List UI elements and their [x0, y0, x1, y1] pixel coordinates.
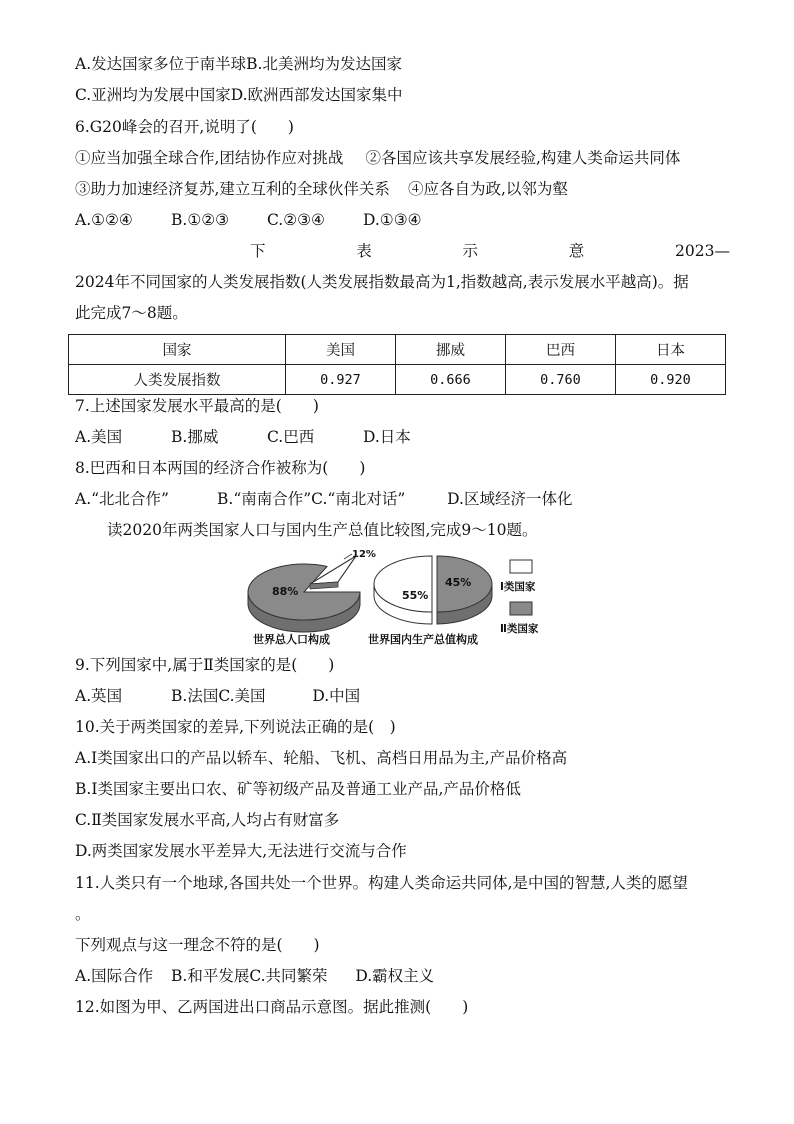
hdi-country-1: 美国 — [286, 335, 396, 365]
hdi-header-label: 国家 — [69, 335, 286, 365]
q7-options — [75, 427, 411, 447]
q10-option-b: B.Ⅰ类国家主要出口农、矿等初级产品及普通工业产品,产品价格低 — [75, 780, 521, 798]
q9-stem: 9.下列国家中,属于Ⅱ类国家的是( ) — [75, 656, 335, 674]
q11-option-c: C.共同繁荣 — [249, 967, 328, 985]
intro-char-4: 意 — [568, 242, 585, 260]
q6-option-b: B.①②③ — [171, 211, 230, 229]
hdi-value-4: 0.920 — [616, 365, 726, 395]
q8-option-a: A.“北北合作” — [75, 490, 169, 508]
q6-statement-4: ④应各自为政,以邻为壑 — [407, 180, 568, 198]
q9-option-d: D.中国 — [312, 687, 361, 705]
q5-option-d: D.欧洲西部发达国家集中 — [230, 86, 403, 104]
q5-options-row-1 — [75, 54, 402, 74]
hdi-country-3: 巴西 — [506, 335, 616, 365]
pie1-label-88: 88% — [272, 585, 299, 598]
intro-char-1: 下 — [250, 242, 266, 260]
legend-label-ii: Ⅱ类国家 — [500, 623, 539, 635]
q8-options — [75, 489, 572, 509]
pie2-title: 世界国内生产总值构成 — [368, 633, 478, 646]
hdi-value-3: 0.760 — [506, 365, 616, 395]
hdi-table-value-row — [69, 365, 726, 395]
pie-charts-figure — [240, 544, 560, 648]
q8-stem: 8.巴西和日本两国的经济合作被称为( ) — [75, 459, 366, 477]
q5-option-b: B.北美洲均为发达国家 — [246, 55, 402, 73]
q11-option-a: A.国际合作 — [75, 967, 154, 985]
q6-stem: 6.G20峰会的召开,说明了( ) — [75, 118, 294, 136]
q5-option-c: C.亚洲均为发展中国家 — [75, 86, 231, 104]
q12-stem: 12.如图为甲、乙两国进出口商品示意图。据此推测( ) — [75, 998, 469, 1016]
q7-stem: 7.上述国家发展水平最高的是( ) — [75, 397, 319, 415]
pie2-label-55: 55% — [402, 589, 429, 602]
q7-option-b: B.挪威 — [171, 428, 219, 446]
chart-intro: 读2020年两类国家人口与国内生产总值比较图,完成9～10题。 — [107, 521, 538, 539]
q9-option-b: B.法国 — [171, 687, 219, 705]
q6-option-c: C.②③④ — [267, 211, 325, 229]
q6-option-d: D.①③④ — [363, 211, 422, 229]
q10-option-a: A.Ⅰ类国家出口的产品以轿车、轮船、飞机、高档日用品为主,产品价格高 — [75, 749, 568, 767]
q9-option-c: C.美国 — [218, 687, 266, 705]
pie1-label-12: 12% — [352, 549, 376, 560]
q6-statements-row-1 — [75, 148, 680, 168]
q11-options — [75, 966, 434, 986]
q10-option-d: D.两类国家发展水平差异大,无法进行交流与合作 — [75, 842, 407, 860]
legend-swatch-i — [510, 560, 532, 573]
legend-label-i: Ⅰ类国家 — [500, 581, 536, 593]
table-intro-line-3: 此完成7～8题。 — [75, 304, 188, 322]
q8-option-d: D.区域经济一体化 — [447, 490, 573, 508]
q5-options-row-2 — [75, 85, 403, 105]
q9-options — [75, 686, 360, 706]
q7-option-d: D.日本 — [363, 428, 411, 446]
q11-option-d: D.霸权主义 — [355, 967, 435, 985]
q7-option-c: C.巴西 — [267, 428, 315, 446]
intro-char-3: 示 — [462, 242, 479, 260]
q10-stem: 10.关于两类国家的差异,下列说法正确的是( ) — [75, 718, 396, 736]
q11-stem-line-3: 下列观点与这一理念不符的是( ) — [75, 936, 320, 954]
pie1-label-leader — [344, 554, 352, 559]
q8-option-b: B.“南南合作” — [217, 490, 312, 508]
hdi-country-4: 日本 — [616, 335, 726, 365]
legend-swatch-ii — [510, 602, 532, 615]
intro-year: 2023— — [675, 242, 730, 260]
q7-option-a: A.美国 — [75, 428, 123, 446]
hdi-value-1: 0.927 — [286, 365, 396, 395]
q6-statements-row-2 — [75, 179, 568, 199]
q11-option-b: B.和平发展 — [171, 967, 250, 985]
table-intro-line-1 — [250, 241, 730, 261]
q5-option-a: A.发达国家多位于南半球 — [75, 55, 247, 73]
q6-options — [75, 210, 422, 230]
q9-option-a: A.英国 — [75, 687, 123, 705]
pie2-label-45: 45% — [445, 576, 472, 589]
q6-statement-3: ③助力加速经济复苏,建立互利的全球伙伴关系 — [75, 180, 390, 198]
hdi-value-2: 0.666 — [396, 365, 506, 395]
hdi-table — [68, 334, 726, 395]
hdi-table-header-row — [69, 335, 726, 365]
hdi-country-2: 挪威 — [396, 335, 506, 365]
pie1-title: 世界总人口构成 — [253, 633, 330, 646]
q8-option-c: C.“南北对话” — [311, 490, 406, 508]
q10-option-c: C.Ⅱ类国家发展水平高,人均占有财富多 — [75, 811, 340, 829]
q6-statement-2: ②各国应该共享发展经验,构建人类命运共同体 — [365, 149, 681, 167]
q11-stem-line-2: 。 — [75, 905, 91, 923]
table-intro-line-2: 2024年不同国家的人类发展指数(人类发展指数最高为1,指数越高,表示发展水平越高)。据 — [75, 273, 689, 291]
q11-stem-line-1: 11.人类只有一个地球,各国共处一个世界。构建人类命运共同体,是中国的智慧,人类的愿望 — [75, 874, 688, 892]
intro-char-2: 表 — [356, 242, 372, 260]
q6-option-a: A.①②④ — [75, 211, 133, 229]
q6-statement-1: ①应当加强全球合作,团结协作应对挑战 — [75, 149, 344, 167]
hdi-row-label: 人类发展指数 — [69, 365, 286, 395]
